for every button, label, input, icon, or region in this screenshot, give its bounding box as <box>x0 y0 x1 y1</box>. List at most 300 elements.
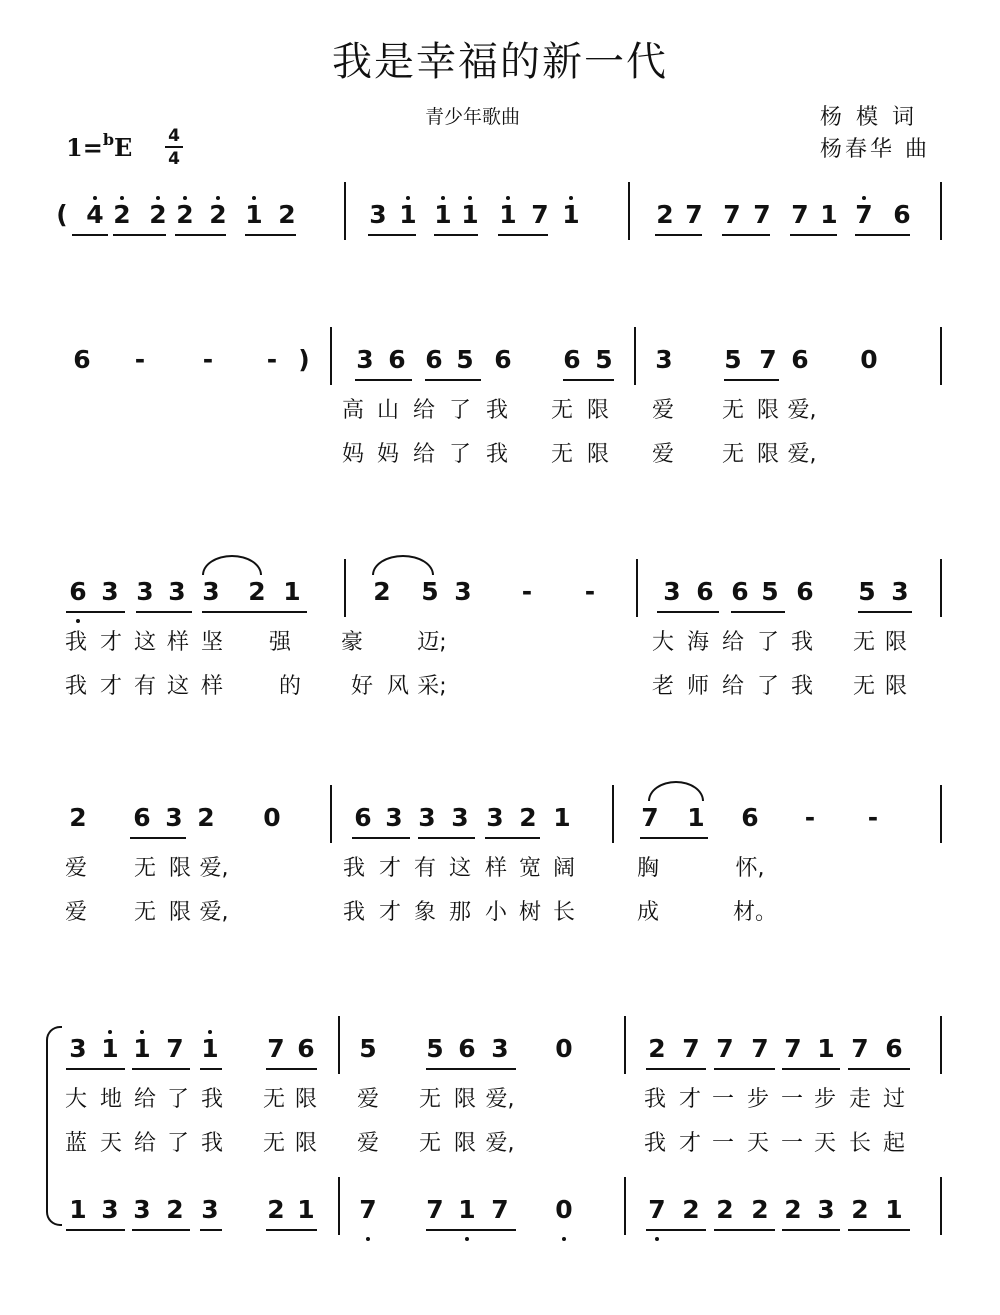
note: 6 <box>494 345 512 374</box>
beam-line <box>368 234 416 236</box>
note: 3 <box>655 345 673 374</box>
lyric-char: 一 <box>780 1087 803 1112</box>
beam-line <box>175 234 226 236</box>
beam-line <box>66 1229 125 1231</box>
score-line-4 <box>0 803 1000 923</box>
lyric-char: 无 <box>550 398 573 423</box>
score-line-5 <box>0 1034 1000 1154</box>
note: 3 <box>201 1195 219 1224</box>
lyric-char: 宽 <box>518 856 541 881</box>
bar-line <box>338 1016 340 1074</box>
composer-credit: 杨春华 曲 <box>820 137 930 162</box>
lyric-char: 我 <box>64 674 87 699</box>
beam-line <box>113 234 166 236</box>
lyric-char: 限 <box>453 1131 476 1156</box>
bar-line <box>344 559 346 617</box>
note: - <box>584 577 596 606</box>
lyric-char: 了 <box>756 630 779 655</box>
octave-up-dot <box>140 1030 144 1034</box>
note: 5 <box>761 577 779 606</box>
lyric-char: 步 <box>746 1087 769 1112</box>
note: 3 <box>101 1195 119 1224</box>
lyric-char: 限 <box>294 1087 317 1112</box>
bar-line <box>338 1177 340 1235</box>
note: 1 <box>201 1034 219 1063</box>
lyric-char: 这 <box>166 674 189 699</box>
lyric-verse-1 <box>0 625 1000 655</box>
note: 7 <box>682 1034 700 1063</box>
lyric-char: 无 <box>721 398 744 423</box>
lyric-char: 无 <box>133 900 156 925</box>
lyric-char: 无 <box>721 442 744 467</box>
lyric-verse-2 <box>0 437 1000 467</box>
note: 1 <box>461 200 479 229</box>
key-flat-sign: b <box>102 130 114 149</box>
song-subtitle: 青少年歌曲 <box>425 106 521 128</box>
beam-line <box>202 611 307 613</box>
note: 5 <box>724 345 742 374</box>
note: 2 <box>209 200 227 229</box>
note: 1 <box>820 200 838 229</box>
lyric-char: 无 <box>852 630 875 655</box>
note: 7 <box>851 1034 869 1063</box>
bar-line <box>940 1016 942 1074</box>
lyric-char: 妈 <box>341 442 364 467</box>
lyric-char: 限 <box>294 1131 317 1156</box>
note: 1 <box>69 1195 87 1224</box>
note: 1 <box>434 200 452 229</box>
note: 3 <box>69 1034 87 1063</box>
note: 5 <box>359 1034 377 1063</box>
lyric-char: 有 <box>133 674 156 699</box>
note: 6 <box>388 345 406 374</box>
bar-line <box>330 327 332 385</box>
note: 7 <box>359 1195 377 1224</box>
lyric-char: 步 <box>813 1087 836 1112</box>
note: 1 <box>133 1034 151 1063</box>
lyric-verse-2 <box>0 895 1000 925</box>
note: 1 <box>458 1195 476 1224</box>
lyric-char: 高 <box>341 398 364 423</box>
lyric-char: 我 <box>200 1087 223 1112</box>
lyric-char: 树 <box>518 900 541 925</box>
lyric-char: 无 <box>550 442 573 467</box>
note: 3 <box>356 345 374 374</box>
bar-line <box>330 785 332 843</box>
note: ( <box>56 200 68 229</box>
bar-line <box>940 182 942 240</box>
lyric-char: 天 <box>99 1131 122 1156</box>
note: 2 <box>784 1195 802 1224</box>
lyric-char: 爱 <box>64 856 87 881</box>
note: 1 <box>885 1195 903 1224</box>
note: 7 <box>685 200 703 229</box>
note: 3 <box>486 803 504 832</box>
octave-up-dot <box>120 196 124 200</box>
beam-line <box>485 837 540 839</box>
beam-line <box>855 234 910 236</box>
lyric-char: 长 <box>552 900 575 925</box>
note: 1 <box>562 200 580 229</box>
bar-line <box>624 1016 626 1074</box>
note: 3 <box>101 577 119 606</box>
meter-bottom: 4 <box>168 149 180 169</box>
note-row <box>0 803 1000 847</box>
beam-line <box>66 611 125 613</box>
beam-line <box>498 234 548 236</box>
beam-line <box>790 234 837 236</box>
lyric-char: 给 <box>133 1131 156 1156</box>
note: 7 <box>716 1034 734 1063</box>
note: 3 <box>369 200 387 229</box>
lyric-char: 成 <box>636 900 659 925</box>
lyric-char: 采; <box>417 674 447 699</box>
octave-up-dot <box>208 1030 212 1034</box>
note: 2 <box>682 1195 700 1224</box>
beam-line <box>640 837 708 839</box>
note: 7 <box>723 200 741 229</box>
key-signature <box>66 132 132 162</box>
note: 6 <box>893 200 911 229</box>
beam-line <box>714 1229 775 1231</box>
note-row <box>0 200 1000 244</box>
lyric-char: 才 <box>99 674 122 699</box>
lyric-char: 我 <box>643 1131 666 1156</box>
beam-line <box>848 1229 910 1231</box>
lyric-char: 给 <box>721 674 744 699</box>
lyric-char: 限 <box>756 398 779 423</box>
beam-line <box>655 234 702 236</box>
lyric-char: 爱 <box>651 398 674 423</box>
note: 1 <box>687 803 705 832</box>
note: 7 <box>753 200 771 229</box>
note: 7 <box>267 1034 285 1063</box>
note: 4 <box>86 200 104 229</box>
note: 5 <box>595 345 613 374</box>
note-row <box>0 1195 1000 1239</box>
lyric-char: 蓝 <box>64 1131 87 1156</box>
beam-line <box>266 1229 317 1231</box>
note: 7 <box>641 803 659 832</box>
note: 2 <box>197 803 215 832</box>
note: 2 <box>248 577 266 606</box>
note: 3 <box>202 577 220 606</box>
beam-line <box>66 1068 125 1070</box>
bar-line <box>940 559 942 617</box>
note: 5 <box>426 1034 444 1063</box>
lyric-char: 怀, <box>735 856 765 881</box>
lyric-char: 起 <box>882 1131 905 1156</box>
note: 0 <box>263 803 281 832</box>
beam-line <box>722 234 770 236</box>
lyric-char: 爱 <box>356 1131 379 1156</box>
lyric-char: 一 <box>711 1087 734 1112</box>
note: 1 <box>553 803 571 832</box>
beam-line <box>657 611 719 613</box>
meter-divider <box>165 146 183 148</box>
beam-line <box>130 837 186 839</box>
beam-line <box>714 1068 775 1070</box>
note: 6 <box>73 345 91 374</box>
beam-line <box>782 1068 840 1070</box>
octave-up-dot <box>216 196 220 200</box>
note: 2 <box>851 1195 869 1224</box>
beam-line <box>858 611 912 613</box>
lyric-char: 才 <box>378 856 401 881</box>
score-line-1 <box>0 200 1000 320</box>
bar-line <box>636 559 638 617</box>
lyric-char: 我 <box>643 1087 666 1112</box>
note: 7 <box>648 1195 666 1224</box>
note: 2 <box>176 200 194 229</box>
note: 2 <box>373 577 391 606</box>
lyric-char: 给 <box>721 630 744 655</box>
bar-line <box>634 327 636 385</box>
lyricist-credit: 杨模词 <box>820 105 929 130</box>
note: 2 <box>267 1195 285 1224</box>
octave-up-dot <box>183 196 187 200</box>
lyric-char: 了 <box>166 1131 189 1156</box>
note: 3 <box>133 1195 151 1224</box>
note: 2 <box>166 1195 184 1224</box>
lyric-char: 天 <box>813 1131 836 1156</box>
lyric-char: 限 <box>884 630 907 655</box>
beam-line <box>782 1229 840 1231</box>
note: 3 <box>418 803 436 832</box>
lyric-char: 一 <box>780 1131 803 1156</box>
lyric-char: 过 <box>882 1087 905 1112</box>
lyric-char: 走 <box>848 1087 871 1112</box>
key-letter: E <box>114 133 133 162</box>
lyric-verse-1 <box>0 1082 1000 1112</box>
note: 1 <box>499 200 517 229</box>
lyric-char: 才 <box>378 900 401 925</box>
note: 6 <box>741 803 759 832</box>
note-row <box>0 577 1000 621</box>
bar-line <box>940 327 942 385</box>
lyric-char: 给 <box>412 398 435 423</box>
note: 3 <box>385 803 403 832</box>
note: 2 <box>751 1195 769 1224</box>
lyric-char: 这 <box>448 856 471 881</box>
beam-line <box>266 1068 317 1070</box>
note: 0 <box>555 1034 573 1063</box>
octave-down-dot <box>465 1237 469 1241</box>
note: 7 <box>531 200 549 229</box>
lyric-char: 才 <box>678 1087 701 1112</box>
note: 1 <box>297 1195 315 1224</box>
lyric-char: 材。 <box>733 900 778 925</box>
lyric-char: 无 <box>852 674 875 699</box>
score-line-2 <box>0 345 1000 465</box>
lyric-char: 我 <box>342 856 365 881</box>
note: 3 <box>891 577 909 606</box>
lyric-char: 给 <box>412 442 435 467</box>
note: 1 <box>817 1034 835 1063</box>
system-brace <box>46 1026 62 1226</box>
note: 3 <box>663 577 681 606</box>
bar-line <box>628 182 630 240</box>
lyric-char: 好 <box>350 674 373 699</box>
lyric-char: 样 <box>166 630 189 655</box>
octave-up-dot <box>441 196 445 200</box>
octave-up-dot <box>862 196 866 200</box>
lyric-char: 我 <box>485 442 508 467</box>
lyric-char: 了 <box>756 674 779 699</box>
lyric-char: 给 <box>133 1087 156 1112</box>
lyric-char: 我 <box>790 630 813 655</box>
meter-top: 4 <box>168 126 180 146</box>
note: 5 <box>456 345 474 374</box>
lyric-char: 限 <box>586 442 609 467</box>
note: - <box>804 803 816 832</box>
lyric-char: 无 <box>418 1087 441 1112</box>
note: 6 <box>425 345 443 374</box>
note: - <box>521 577 533 606</box>
lyric-char: 这 <box>133 630 156 655</box>
lyric-char: 天 <box>746 1131 769 1156</box>
note: 2 <box>519 803 537 832</box>
note: 7 <box>759 345 777 374</box>
beam-line <box>132 1229 190 1231</box>
note: 3 <box>491 1034 509 1063</box>
lyric-char: 山 <box>376 398 399 423</box>
note: 3 <box>168 577 186 606</box>
note: 2 <box>113 200 131 229</box>
slur-mark <box>648 781 704 801</box>
lyric-char: 无 <box>262 1087 285 1112</box>
bar-line <box>624 1177 626 1235</box>
lyric-char: 限 <box>168 900 191 925</box>
beam-line <box>563 379 614 381</box>
octave-down-dot <box>366 1237 370 1241</box>
lyric-char: 风 <box>386 674 409 699</box>
beam-line <box>646 1229 706 1231</box>
note: 6 <box>731 577 749 606</box>
lyric-char: 了 <box>448 442 471 467</box>
note: 6 <box>885 1034 903 1063</box>
lyric-char: 强 <box>268 630 291 655</box>
slur-mark <box>202 555 262 575</box>
note-row <box>0 345 1000 389</box>
lyric-char: 限 <box>586 398 609 423</box>
lyric-char: 了 <box>166 1087 189 1112</box>
lyric-char: 长 <box>848 1131 871 1156</box>
lyric-char: 象 <box>413 900 436 925</box>
bar-line <box>940 785 942 843</box>
lyric-char: 我 <box>64 630 87 655</box>
lyric-char: 爱, <box>787 442 817 467</box>
lyric-verse-2 <box>0 669 1000 699</box>
lyric-char: 胸 <box>636 856 659 881</box>
octave-down-dot <box>655 1237 659 1241</box>
lyric-char: 妈 <box>376 442 399 467</box>
note-row <box>0 1034 1000 1078</box>
song-title: 我是幸福的新一代 <box>332 39 668 85</box>
note: 6 <box>791 345 809 374</box>
lyric-char: 我 <box>790 674 813 699</box>
lyric-char: 样 <box>484 856 507 881</box>
beam-line <box>355 379 412 381</box>
octave-up-dot <box>252 196 256 200</box>
beam-line <box>434 234 478 236</box>
lyric-char: 无 <box>262 1131 285 1156</box>
note: 2 <box>716 1195 734 1224</box>
note: 7 <box>791 200 809 229</box>
beam-line <box>200 1068 222 1070</box>
lyric-char: 了 <box>448 398 471 423</box>
lyric-char: 师 <box>686 674 709 699</box>
lyric-char: 有 <box>413 856 436 881</box>
lyric-char: 爱 <box>356 1087 379 1112</box>
note: 3 <box>165 803 183 832</box>
lyric-verse-1 <box>0 851 1000 881</box>
note: 3 <box>817 1195 835 1224</box>
note: 1 <box>283 577 301 606</box>
beam-line <box>426 1229 516 1231</box>
note: 6 <box>133 803 151 832</box>
bar-line <box>344 182 346 240</box>
note: 0 <box>860 345 878 374</box>
lyric-char: 爱 <box>64 900 87 925</box>
time-signature <box>165 126 183 169</box>
octave-up-dot <box>108 1030 112 1034</box>
note: 7 <box>855 200 873 229</box>
beam-line <box>426 1068 516 1070</box>
note: 7 <box>426 1195 444 1224</box>
octave-down-dot <box>76 619 80 623</box>
lyric-char: 那 <box>448 900 471 925</box>
note: - <box>867 803 879 832</box>
note: 6 <box>796 577 814 606</box>
beam-line <box>352 837 410 839</box>
lyric-char: 爱, <box>199 900 229 925</box>
note: 0 <box>555 1195 573 1224</box>
octave-up-dot <box>406 196 410 200</box>
beam-line <box>200 1229 222 1231</box>
note: 7 <box>166 1034 184 1063</box>
lyric-char: 爱, <box>485 1087 515 1112</box>
octave-down-dot <box>562 1237 566 1241</box>
beam-line <box>245 234 296 236</box>
lyric-char: 豪 <box>340 630 363 655</box>
lyric-char: 迈; <box>417 630 447 655</box>
lyric-char: 无 <box>133 856 156 881</box>
note: 5 <box>421 577 439 606</box>
lyric-char: 坚 <box>200 630 223 655</box>
beam-line <box>72 234 108 236</box>
lyric-char: 我 <box>342 900 365 925</box>
note: 2 <box>648 1034 666 1063</box>
octave-up-dot <box>156 196 160 200</box>
lyric-char: 限 <box>756 442 779 467</box>
note: 5 <box>858 577 876 606</box>
beam-line <box>418 837 475 839</box>
lyric-char: 才 <box>99 630 122 655</box>
lyric-char: 爱, <box>787 398 817 423</box>
lyric-char: 爱, <box>485 1131 515 1156</box>
note: 7 <box>491 1195 509 1224</box>
octave-up-dot <box>468 196 472 200</box>
note: 2 <box>69 803 87 832</box>
lyric-char: 爱 <box>651 442 674 467</box>
note: 7 <box>784 1034 802 1063</box>
lyric-char: 地 <box>99 1087 122 1112</box>
note: 6 <box>563 345 581 374</box>
lyric-verse-2 <box>0 1126 1000 1156</box>
note: 6 <box>458 1034 476 1063</box>
lyric-verse-1 <box>0 393 1000 423</box>
